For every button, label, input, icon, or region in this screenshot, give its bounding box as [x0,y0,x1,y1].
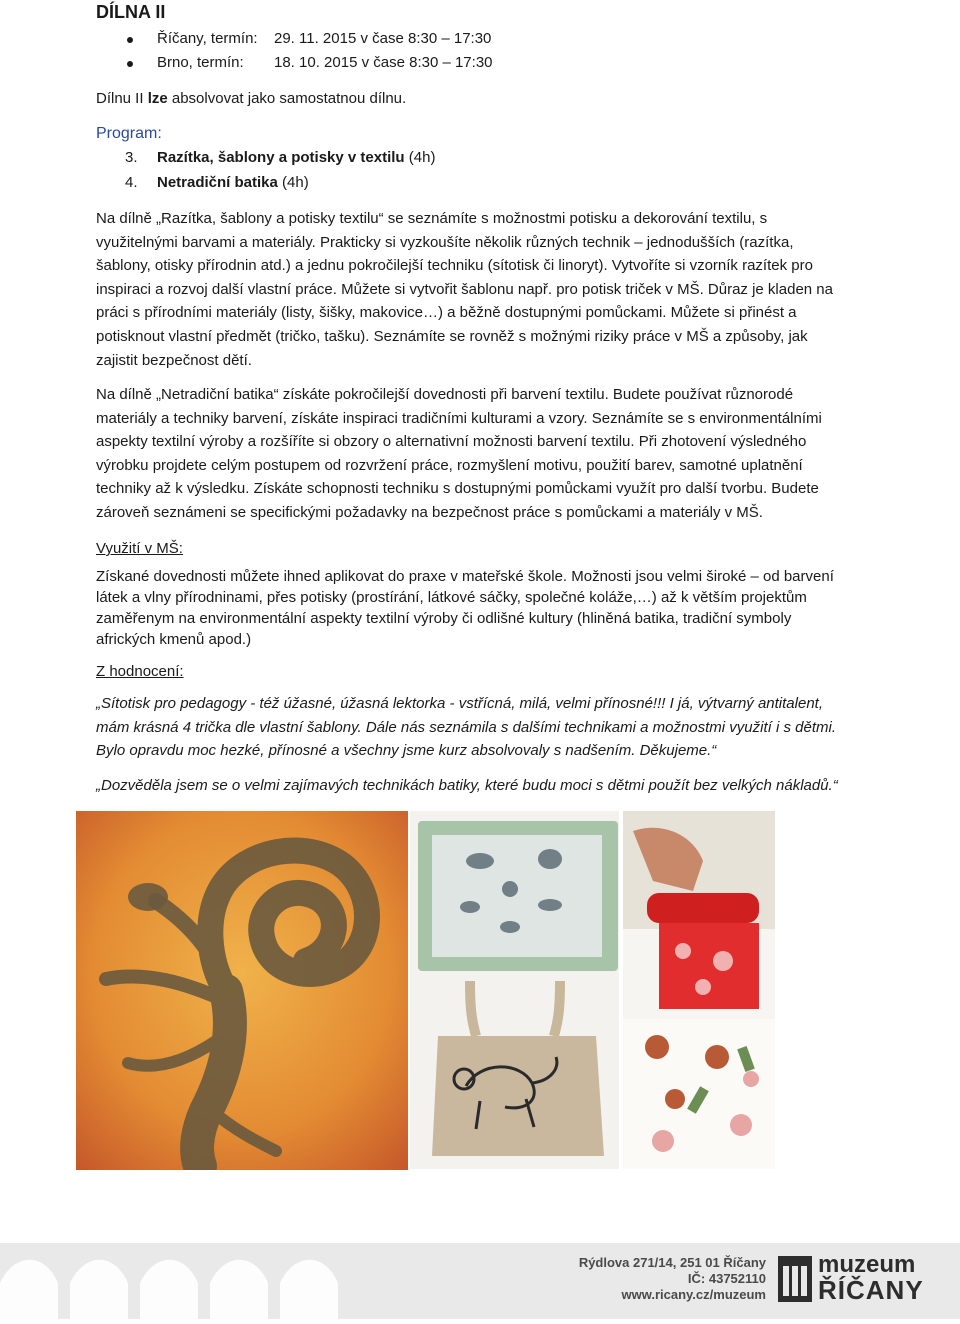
term-date: 18. 10. 2015 v čase 8:30 – 17:30 [274,54,493,71]
program-label: Program: [96,125,162,142]
term-item-ricany [157,28,491,50]
term-date: 29. 11. 2015 v čase 8:30 – 17:30 [274,30,492,47]
paragraph-stamps: Na dílně „Razítka, šablony a potisky textilu“ se seznámíte s možnostmi potisku a dekorování textilu, s využitelnými barvami a materiály. Prakticky si vyzkoušíte několik různých technik – jednodušších (razítka, šablony, otisky přírodnin atd.) a jednu pokročilejší techniku (sítotisk či linoryt). Vytvoříte si vzorník razítek pro inspiraci a rozvoj další vlastní práce. Můžete si vytvořit šablonu např. pro potisk triček v MŠ. Důraz je kladen na práci s přírodními materiály (listy, šišky, makovice…) a běžně dostupnými pomůckami. Můžete si přinést a potisknout vlastní předmět (tričko, tašku). Seznámíte se rovněž s možnými riziky práce v MŠ a způsoby, jak zajistit bezpečnost dětí. [96,210,833,369]
footer-address-block [579,1255,766,1303]
program-item-3: 3. Razítka, šablony a potisky v textilu (4h) [125,149,436,166]
program-item-4: 4. Netradiční batika (4h) [125,174,309,191]
bullet-icon [127,37,133,43]
museum-logo-icon [778,1256,812,1302]
footer-address: Rýdlova 271/14, 251 01 Říčany [578,1255,766,1270]
logo-word-muzeum: muzeum [818,1251,916,1278]
standalone-note: Dílnu II lze absolvovat jako samostatnou dílnu. [96,90,407,107]
paragraph-batik: Na dílně „Netradiční batika“ získáte pokročilejší dovednosti při barvení textilu. Budete používat různorodé materiály a techniky barvení, získáte inspiraci tradičními kulturami a vzory. Seznámíte se s environmentálními aspekty textilní výroby a rozšíříte si obzory o alternativní možnosti barvení textilu. Při zhotovení výsledného výrobku projdete celým postupem od rozvržení práce, rozmyšlení motivu, použití barev, samotné uplatnění techniky až k výsledku. Získáte schopnosti techniku s dostupnými pomůckami využít pro další tvorbu. Budete zároveň seznámeni se specifickými požadavky na bezpečnost práce s pomůckami a materiály v MŠ. [96,386,822,521]
review-quote-2: „Dozvěděla jsem se o velmi zajímavých technikách batiky, které budu moci s dětmi použít bez velkých nákladů.“ [96,777,838,794]
footer-web: www.ricany.cz/muzeum [621,1287,766,1302]
term-place: Brno, termín: [157,54,244,71]
silkscreen-bag-photo [410,811,619,1169]
museum-logo [778,1251,938,1306]
footer-ic: IČ: 43752110 [687,1271,766,1286]
bullet-icon [127,61,133,67]
decorative-arches-icon [0,1243,360,1319]
review-quote-1: „Sítotisk pro pedagogy - též úžasné, úžasná lektorka - vstřícná, milá, velmi přínosné!!! I já, výtvarný antitalent, mám krásná 4 trička dle vlastní šablony. Dále nás seznámila s dalšími technikami a možnostmi využití i s dětmi. Bylo opravdu moc hezké, přínosné a všechny jsme kurz absolvovaly s nadšením. Děkujeme.“ [96,695,836,760]
logo-word-ricany: ŘÍČANY [818,1275,924,1305]
term-item-brno [157,52,493,74]
use-paragraph: Získané dovednosti můžete ihned aplikovat do praxe v mateřské škole. Možnosti jsou velmi široké – od barvení látek a vlny přírodninami, přes potisky (prostírání, látkové sáčky, společné koláže,…) až k větším projektům zaměřenym na environmentální aspekty textilní výroby či odlišné kultury (hliněná batika, tradiční symboly afrických kmenů apod.) [96,568,834,648]
review-heading: Z hodnocení: [96,663,184,680]
page-title: DÍLNA II [96,2,166,22]
term-place: Říčany, termín: [157,30,258,47]
roller-prints-photo [623,811,775,1169]
batik-lizard-photo [76,811,408,1170]
use-heading: Využití v MŠ: [96,540,183,557]
